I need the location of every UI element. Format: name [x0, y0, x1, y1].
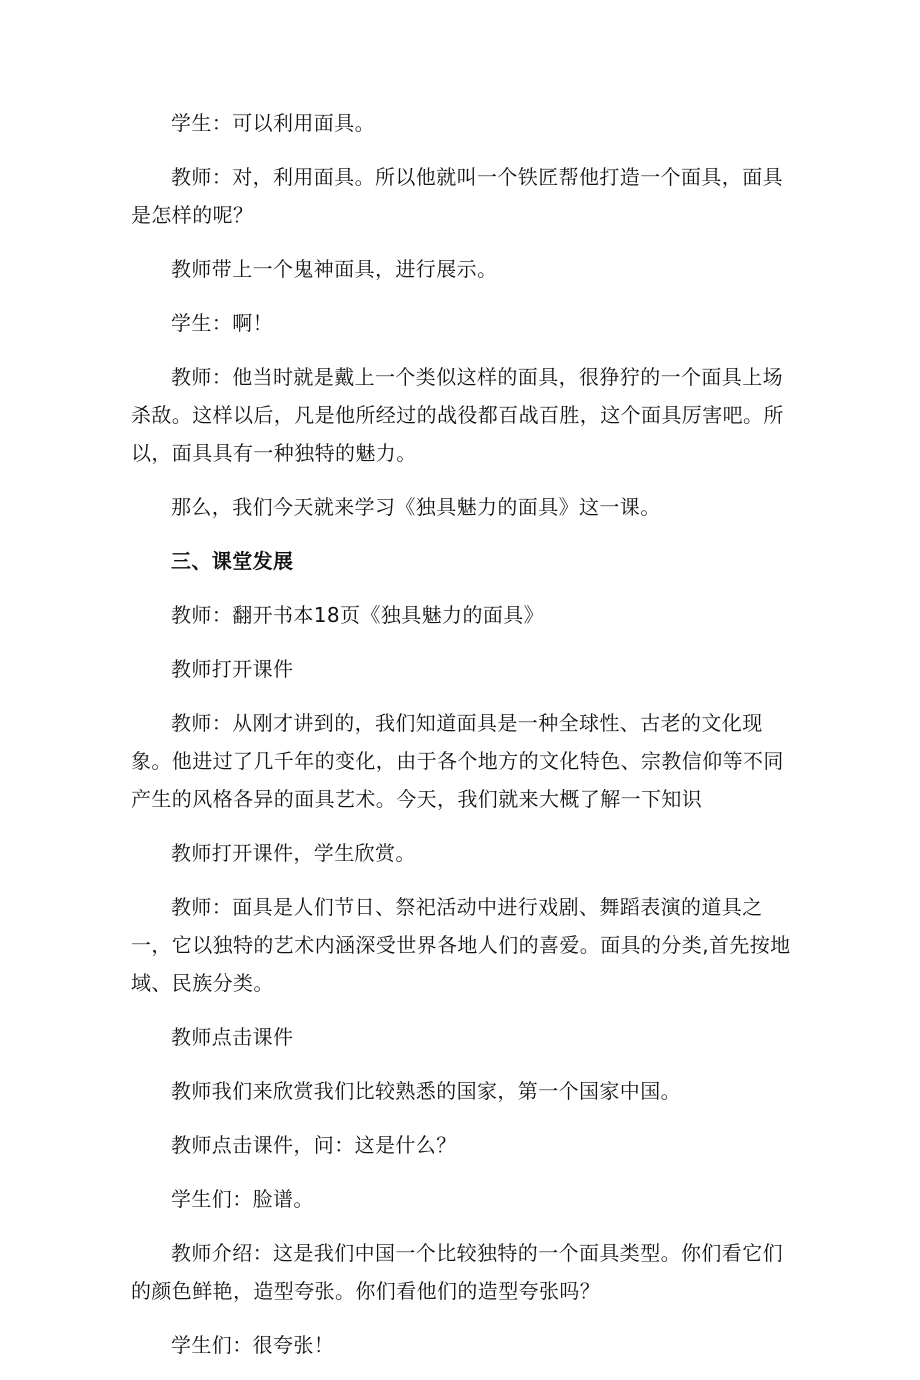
paragraph-17: 教师介绍：这是我们中国一个比较独特的一个面具类型。你们看它们的颜色鲜艳，造型夸张。你们看他们的造型夸张吗？ — [131, 1241, 783, 1303]
paragraph-2: 教师：对，利用面具。所以他就叫一个铁匠帮他打造一个面具，面具是怎样的呢？ — [131, 165, 783, 227]
paragraph-18: 学生们：很夸张！ — [171, 1333, 335, 1357]
paragraph-4: 学生：啊！ — [171, 311, 273, 335]
document-body — [131, 104, 793, 1380]
paragraph-15: 教师点击课件，问：这是什么？ — [171, 1133, 457, 1157]
paragraph-16: 学生们：脸谱。 — [171, 1187, 314, 1211]
paragraph-12: 教师：面具是人们节日、祭祀活动中进行戏剧、舞蹈表演的道具之一，它以独特的艺术内涵深受世界各地人们的喜爱。面具的分类,首先按地域、民族分类。 — [131, 895, 791, 995]
paragraph-10: 教师：从刚才讲到的，我们知道面具是一种全球性、古老的文化现象。他进过了几千年的变化，由于各个地方的文化特色、宗教信仰等不同产生的风格各异的面具艺术。今天，我们就来大概了解一下知识 — [131, 711, 784, 811]
paragraph-13: 教师点击课件 — [171, 1025, 294, 1049]
paragraph-6: 那么，我们今天就来学习《独具魅力的面具》这一课。 — [171, 495, 661, 519]
paragraph-3: 教师带上一个鬼神面具，进行展示。 — [171, 257, 498, 281]
paragraph-14: 教师我们来欣赏我们比较熟悉的国家，第一个国家中国。 — [171, 1079, 681, 1103]
paragraph-8: 教师：翻开书本18页《独具魅力的面具》 — [171, 603, 545, 627]
paragraph-1: 学生：可以利用面具。 — [171, 111, 375, 135]
paragraph-11: 教师打开课件，学生欣赏。 — [171, 841, 416, 865]
paragraph-9: 教师打开课件 — [171, 657, 294, 681]
section-heading: 三、课堂发展 — [171, 549, 294, 573]
paragraph-5: 教师：他当时就是戴上一个类似这样的面具，很狰狞的一个面具上场杀敌。这样以后，凡是他所经过的战役都百战百胜，这个面具厉害吧。所以，面具具有一种独特的魅力。 — [131, 365, 784, 465]
